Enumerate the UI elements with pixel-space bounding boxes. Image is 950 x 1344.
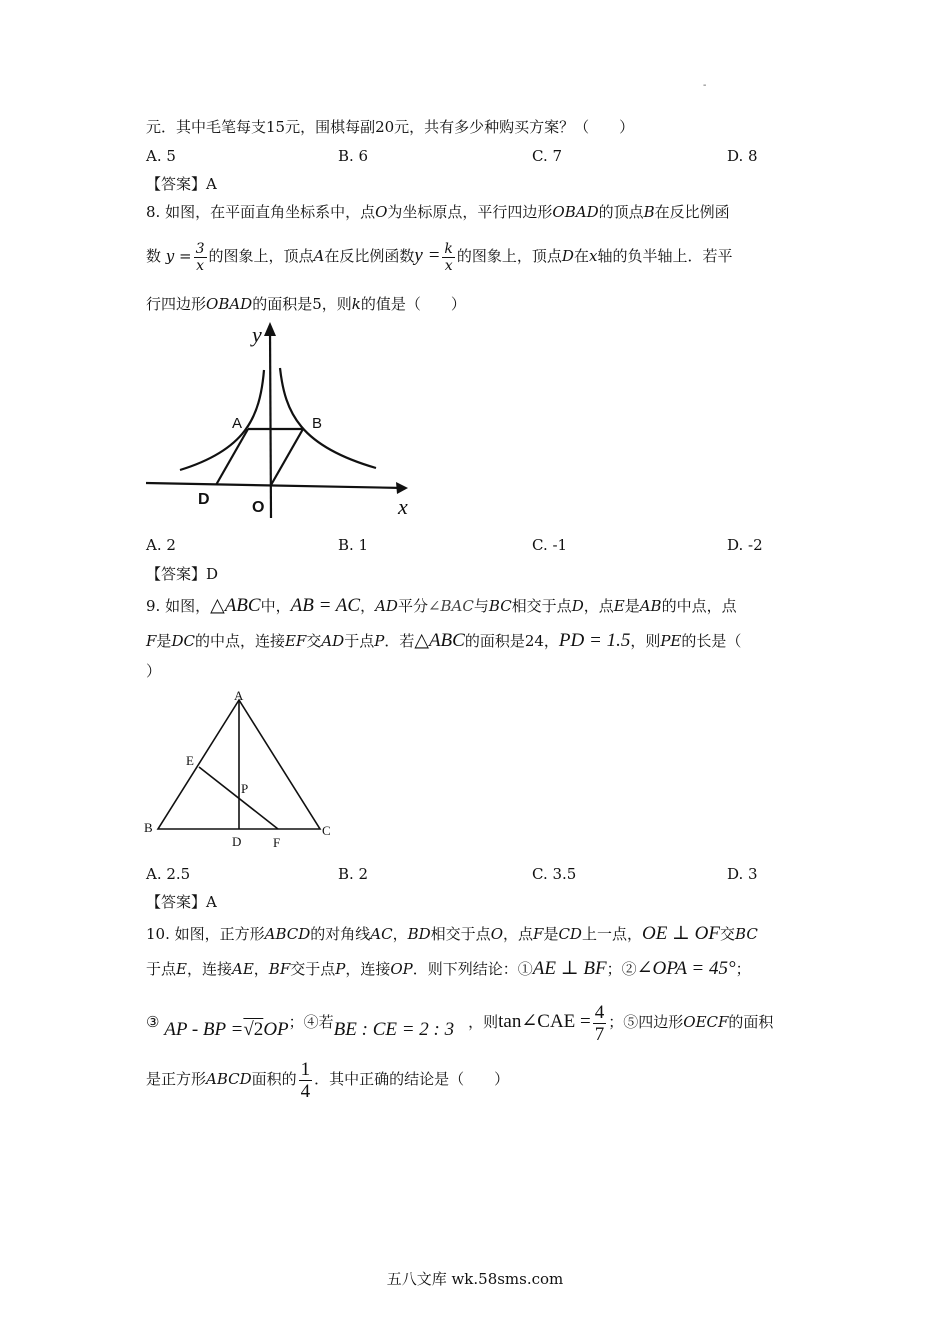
q10-text: 上一点，	[581, 925, 642, 943]
point-label-d: D	[198, 491, 210, 508]
q7-option-a: A. 5	[146, 147, 176, 165]
q10-text: 面积的	[251, 1070, 297, 1088]
q8-stem-line3	[146, 293, 466, 315]
segment-bo	[271, 429, 303, 485]
q9-text: ，点	[583, 597, 614, 615]
q8-option-c: C. -1	[532, 536, 568, 554]
q10-text: ，点	[503, 925, 534, 943]
q10-var: CD	[558, 925, 582, 943]
q9-var: DC	[171, 632, 195, 650]
q9-math: △ABC	[210, 595, 261, 616]
q10-text: ；②	[606, 960, 637, 978]
q8-text: 数	[146, 247, 162, 265]
q8-text: 的图象上，顶点	[456, 247, 562, 265]
q9-figure	[140, 688, 340, 853]
numerator: 3	[195, 240, 205, 257]
q8-stem-line2	[146, 236, 732, 276]
q10-math: BE : CE = 2 : 3	[333, 1019, 455, 1040]
q9-math: ∠BAC	[427, 597, 474, 615]
q9-text: ．若	[384, 632, 415, 650]
q10-text: ，	[253, 960, 269, 978]
q10-var: F	[533, 925, 544, 943]
numerator: 1	[300, 1058, 311, 1080]
q8-eq-lhs: y =	[165, 247, 192, 265]
q10-text: ．其中正确的结论是（ ）	[314, 1070, 510, 1088]
q8-var: B	[643, 203, 655, 221]
denominator: 4	[300, 1080, 311, 1102]
footer-source: 五八文库 wk.58sms.com	[386, 1270, 564, 1288]
q10-text: ③	[146, 1013, 160, 1031]
q10-math: tan∠CAE =	[498, 1011, 591, 1032]
q8-text: 的面积是5，则	[252, 295, 352, 313]
q10-math: ∠OPA = 45°	[636, 958, 736, 979]
q10-stem-line4	[146, 1056, 509, 1102]
point-label-e: E	[186, 753, 194, 768]
q10-var: ABCD	[206, 1070, 252, 1088]
q10-var: OECF	[683, 1013, 729, 1031]
q9-option-b: B. 2	[338, 865, 369, 883]
denominator: x	[444, 257, 453, 274]
y-axis	[270, 328, 271, 518]
x-axis	[146, 483, 404, 488]
q9-text: 交	[306, 632, 322, 650]
point-label-d: D	[232, 834, 242, 849]
q10-math: AP - BP =	[164, 1019, 244, 1040]
q10-math: AE ⊥ BF	[532, 958, 607, 979]
axis-label-x: x	[398, 494, 408, 519]
q9-var: PE	[660, 632, 682, 650]
q10-text: 是正方形	[146, 1070, 207, 1088]
point-label-o: O	[252, 499, 265, 516]
q10-var: OP	[390, 960, 413, 978]
q10-text: ；④若	[288, 1013, 334, 1031]
q10-math: OP	[263, 1019, 289, 1040]
q9-var: AD	[321, 632, 345, 650]
q10-text: 交	[720, 925, 736, 943]
q8-answer: 【答案】D	[146, 565, 219, 583]
q8-var: x	[588, 247, 598, 265]
y-axis-arrow	[264, 322, 276, 336]
q9-var: F	[146, 632, 157, 650]
q10-text: ；	[735, 960, 751, 978]
denominator: x	[196, 257, 205, 274]
q10-stem-line1	[146, 921, 758, 947]
q8-var: O	[375, 203, 388, 221]
q7-option-c: C. 7	[532, 147, 563, 165]
segment-ad	[216, 429, 248, 485]
q10-stem-line3	[146, 1000, 773, 1052]
q8-option-a: A. 2	[146, 536, 176, 554]
q10-text: 的对角线	[310, 925, 371, 943]
q8-fraction-3-over-x	[194, 241, 207, 274]
q10-text: ，连接	[345, 960, 391, 978]
q8-eq-lhs: y =	[414, 245, 441, 266]
q10-var: P	[335, 960, 346, 978]
q7-stem: 元．其中毛笔每支15元，围棋每副20元，共有多少种购买方案？（ ）	[146, 118, 635, 136]
q10-var: BF	[268, 960, 291, 978]
q10-var: AC	[370, 925, 393, 943]
q9-math: AB = AC	[290, 595, 361, 616]
q9-math: PD = 1.5	[558, 630, 631, 651]
q10-sqrt-2: √2	[243, 1019, 264, 1040]
q10-text: 10. 如图，正方形	[146, 925, 265, 943]
q9-option-a: A. 2.5	[146, 865, 191, 883]
q9-text: 的长是（	[681, 632, 742, 650]
q10-var: ABCD	[264, 925, 311, 943]
q8-text: 8. 如图，在平面直角坐标系中，点	[146, 203, 376, 221]
q10-text: ；⑤四边形	[608, 1013, 684, 1031]
q9-option-d: D. 3	[727, 865, 758, 883]
q9-text: 平分	[397, 597, 428, 615]
right-hyperbola	[280, 368, 376, 468]
numerator: 4	[594, 1001, 605, 1023]
q10-text: ，连接	[186, 960, 232, 978]
q10-var: BD	[407, 925, 431, 943]
q8-text: 行四边形	[146, 295, 207, 313]
q8-text: 的顶点	[598, 203, 644, 221]
q10-var: O	[490, 925, 503, 943]
q8-stem-line1	[146, 201, 730, 223]
q10-text: 相交于点	[430, 925, 491, 943]
q9-var: P	[374, 632, 385, 650]
q8-text: 在	[573, 247, 589, 265]
q9-var: E	[613, 597, 625, 615]
q10-fraction-1-over-4	[299, 1059, 313, 1102]
q8-text: 在反比例函数	[324, 247, 415, 265]
q7-option-b: B. 6	[338, 147, 369, 165]
q7-option-d: D. 8	[727, 147, 758, 165]
q10-text: ，	[392, 925, 408, 943]
q9-text: 于点	[344, 632, 375, 650]
q10-var: E	[176, 960, 187, 978]
q9-var: BC	[488, 597, 512, 615]
q9-text: 中，	[260, 597, 291, 615]
q8-var: OBAD	[206, 295, 253, 313]
q8-var: k	[351, 295, 361, 313]
q8-text: 在反比例函	[654, 203, 730, 221]
q9-answer: 【答案】A	[146, 893, 217, 911]
q9-var: AD	[375, 597, 398, 615]
q9-var: EF	[284, 632, 307, 650]
denominator: 7	[594, 1023, 605, 1045]
q10-text: 交于点	[290, 960, 336, 978]
q9-text: ，则	[630, 632, 661, 650]
q9-stem-line3: ）	[146, 662, 162, 680]
q8-var: A	[313, 247, 325, 265]
point-label-b: B	[312, 415, 323, 432]
q8-figure	[140, 318, 430, 523]
q10-math: OE ⊥ OF	[641, 923, 721, 944]
q9-stem-line1	[146, 593, 737, 619]
q9-text: 的中点，点	[661, 597, 737, 615]
q10-fraction-4-over-7	[593, 1002, 607, 1045]
q9-math: △ABC	[414, 630, 465, 651]
q8-option-b: B. 1	[338, 536, 369, 554]
q9-text: 是	[624, 597, 640, 615]
q10-text: 是	[543, 925, 559, 943]
point-label-a: A	[232, 415, 243, 432]
q9-var: D	[571, 597, 584, 615]
top-mark: -	[703, 80, 707, 91]
q10-stem-line2	[146, 956, 751, 982]
point-label-p: P	[241, 781, 249, 796]
x-axis-arrow	[396, 482, 408, 494]
q8-text: 轴的负半轴上．若平	[597, 247, 733, 265]
axis-label-y: y	[252, 322, 262, 347]
q9-text: ，	[360, 597, 376, 615]
point-label-f: F	[273, 835, 281, 850]
q9-text: 的面积是24，	[464, 632, 559, 650]
q10-text: ．则下列结论：①	[412, 960, 533, 978]
point-label-a: A	[234, 688, 244, 703]
q10-text: ，则	[468, 1013, 499, 1031]
q10-var: BC	[735, 925, 758, 943]
q9-text: 与	[473, 597, 489, 615]
q9-text: 相交于点	[511, 597, 572, 615]
q10-text: 于点	[146, 960, 177, 978]
point-label-c: C	[322, 823, 331, 838]
q9-text: 9. 如图，	[146, 597, 211, 615]
point-label-b: B	[144, 820, 153, 835]
q9-text: 的中点，连接	[194, 632, 285, 650]
q8-text: 的值是（ ）	[360, 295, 466, 313]
q10-text: 的面积	[728, 1013, 774, 1031]
q8-var: OBAD	[552, 203, 599, 221]
q10-var: AE	[231, 960, 254, 978]
q9-stem-line2	[146, 628, 741, 654]
q9-var: AB	[639, 597, 662, 615]
q8-text: 为坐标原点，平行四边形	[387, 203, 553, 221]
q9-option-c: C. 3.5	[532, 865, 577, 883]
q8-fraction-k-over-x	[442, 241, 454, 274]
q7-answer: 【答案】A	[146, 175, 217, 193]
q8-text: 的图象上，顶点	[208, 247, 314, 265]
q8-var: D	[561, 247, 574, 265]
q9-text: 是	[156, 632, 172, 650]
numerator: k	[444, 240, 453, 257]
left-hyperbola	[180, 370, 264, 470]
q8-option-d: D. -2	[727, 536, 763, 554]
